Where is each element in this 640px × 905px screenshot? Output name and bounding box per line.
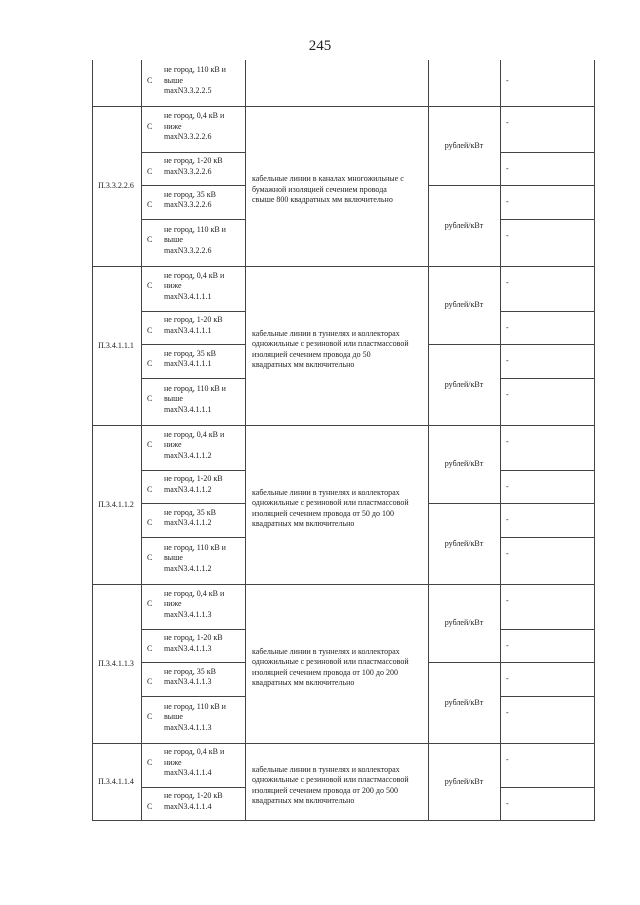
tariff-line: выше <box>164 712 183 722</box>
row-class: С <box>147 801 153 811</box>
row-code: П.3.4.1.1.3 <box>98 658 134 668</box>
row-class: С <box>147 599 153 609</box>
row-value: - <box>506 799 509 808</box>
table-rule <box>500 787 595 788</box>
tariff-line: maxN3.4.1.1.3 <box>164 609 212 619</box>
table-rule <box>500 662 595 663</box>
row-class: С <box>147 484 153 494</box>
tariff-line: не город, 110 кВ и <box>164 383 226 393</box>
row-class: С <box>147 75 153 85</box>
table-rule <box>500 537 595 538</box>
table-rule <box>428 503 501 504</box>
tariff-line: ниже <box>164 440 182 450</box>
tariff-line: maxN3.4.1.1.4 <box>164 768 212 778</box>
table-rule <box>141 470 246 471</box>
tariff-line: не город, 0,4 кВ и <box>164 111 225 121</box>
row-value: - <box>506 390 509 399</box>
row-value: - <box>506 674 509 683</box>
description-line: кабельные линии в туннелях и коллекторах <box>252 328 400 338</box>
row-class: С <box>147 440 153 450</box>
table-rule <box>92 743 595 744</box>
row-class: С <box>147 121 153 131</box>
description-line: квадратных мм включительно <box>252 519 355 528</box>
table-rule <box>428 60 429 821</box>
tariff-line: не город, 35 кВ <box>164 507 216 517</box>
table-rule <box>500 503 595 504</box>
tariff-line: не город, 0,4 кВ и <box>164 747 225 757</box>
table-rule <box>92 266 595 267</box>
unit-label: рублей/кВт <box>444 220 484 230</box>
table-rule <box>500 470 595 471</box>
table-rule <box>141 185 246 186</box>
row-class: С <box>147 325 153 335</box>
table-rule <box>500 311 595 312</box>
tariff-line: не город, 110 кВ и <box>164 701 226 711</box>
description-line: кабельные линии в туннелях и коллекторах <box>252 487 400 497</box>
tariff-line: maxN3.3.2.2.5 <box>164 86 212 96</box>
row-class: С <box>147 200 153 209</box>
row-class: С <box>147 235 153 245</box>
tariff-line: ниже <box>164 757 182 767</box>
row-value: - <box>506 482 509 491</box>
row-code: П.3.4.1.1.4 <box>98 776 134 786</box>
row-value: - <box>506 549 509 558</box>
row-code: П.3.4.1.1.1 <box>98 340 134 350</box>
tariff-line: выше <box>164 394 183 404</box>
description-line: одножильные с резиновой или пластмассовой <box>252 657 409 666</box>
tariff-line: maxN3.4.1.1.3 <box>164 677 212 686</box>
description-line: изоляцией сечением провода от 200 до 500 <box>252 785 398 795</box>
description-line: кабельные линии в каналах многожильные с <box>252 174 404 184</box>
table-rule <box>141 378 246 379</box>
row-value: - <box>506 515 509 524</box>
row-value: - <box>506 118 509 127</box>
row-value: - <box>506 231 509 240</box>
table-rule <box>500 344 595 345</box>
row-value: - <box>506 76 509 85</box>
tariff-line: maxN3.4.1.1.2 <box>164 518 212 527</box>
tariff-line: maxN3.4.1.1.2 <box>164 563 212 573</box>
unit-label: рублей/кВт <box>444 140 484 150</box>
row-value: - <box>506 323 509 332</box>
tariff-line: maxN3.4.1.1.3 <box>164 643 212 653</box>
table-rule <box>141 629 246 630</box>
unit-label: рублей/кВт <box>444 697 484 707</box>
tariff-line: не город, 110 кВ и <box>164 542 226 552</box>
tariff-line: maxN3.4.1.1.1 <box>164 325 212 335</box>
table-rule <box>141 662 246 663</box>
tariff-line: maxN3.4.1.1.4 <box>164 801 212 811</box>
row-code: П.3.3.2.2.6 <box>98 181 134 190</box>
row-class: С <box>147 518 153 527</box>
tariff-line: maxN3.3.2.2.6 <box>164 132 212 142</box>
table-rule <box>245 60 246 821</box>
table-rule <box>500 152 595 153</box>
table-rule <box>141 344 246 345</box>
table-rule <box>500 185 595 186</box>
table-rule <box>141 696 246 697</box>
table-rule <box>141 537 246 538</box>
row-value: - <box>506 755 509 764</box>
table-rule <box>428 344 501 345</box>
tariff-line: не город, 0,4 кВ и <box>164 588 225 598</box>
tariff-line: не город, 1-20 кВ <box>164 315 223 324</box>
table-rule <box>141 503 246 504</box>
table-rule <box>92 820 595 821</box>
row-code: П.3.4.1.1.2 <box>98 499 134 509</box>
unit-label: рублей/кВт <box>444 379 484 389</box>
row-value: - <box>506 356 509 365</box>
row-value: - <box>506 278 509 287</box>
row-value: - <box>506 641 509 650</box>
tariff-line: не город, 1-20 кВ <box>164 474 223 483</box>
table-rule <box>141 152 246 153</box>
tariff-line: не город, 0,4 кВ и <box>164 270 225 280</box>
description-line: бумажной изоляцией сечением провода <box>252 184 387 194</box>
tariff-line: maxN3.4.1.1.2 <box>164 450 212 460</box>
tariff-line: maxN3.3.2.2.6 <box>164 200 212 209</box>
table-rule <box>428 185 501 186</box>
unit-label: рублей/кВт <box>444 459 484 468</box>
description-line: свыше 800 квадратных мм включительно <box>252 195 393 205</box>
tariff-line: maxN3.4.1.1.1 <box>164 291 212 301</box>
description-line: кабельные линии в туннелях и коллекторах <box>252 764 400 774</box>
tariff-line: maxN3.4.1.1.3 <box>164 722 212 732</box>
tariff-line: не город, 110 кВ и <box>164 224 226 234</box>
tariff-line: выше <box>164 235 183 245</box>
table-rule <box>92 584 595 585</box>
row-value: - <box>506 437 509 446</box>
tariff-line: maxN3.4.1.1.2 <box>164 484 212 494</box>
row-class: С <box>147 394 153 404</box>
table-rule <box>92 60 93 821</box>
row-class: С <box>147 643 153 653</box>
table-rule <box>92 106 595 107</box>
description-line: одножильные с резиновой или пластмассовой <box>252 339 409 348</box>
table-rule <box>141 60 142 821</box>
tariff-line: maxN3.3.2.2.6 <box>164 166 212 176</box>
table-rule <box>500 60 501 821</box>
description-line: одножильные с резиновой или пластмассовой <box>252 775 409 784</box>
table-rule <box>141 787 246 788</box>
row-class: С <box>147 281 153 291</box>
tariff-line: maxN3.4.1.1.1 <box>164 359 212 368</box>
row-class: С <box>147 757 153 767</box>
row-value: - <box>506 596 509 605</box>
row-class: С <box>147 359 153 368</box>
tariff-line: maxN3.4.1.1.1 <box>164 404 212 414</box>
table-rule <box>92 425 595 426</box>
tariff-line: не город, 1-20 кВ <box>164 791 223 800</box>
row-class: С <box>147 553 153 563</box>
tariff-line: не город, 110 кВ и <box>164 65 226 75</box>
table-rule <box>500 219 595 220</box>
description-line: изоляцией сечением провода от 100 до 200 <box>252 667 398 677</box>
tariff-line: не город, 0,4 кВ и <box>164 429 225 439</box>
table-rule <box>428 662 501 663</box>
row-class: С <box>147 677 153 686</box>
table-rule <box>500 378 595 379</box>
table-rule <box>500 696 595 697</box>
table-rule <box>141 219 246 220</box>
tariff-line: не город, 35 кВ <box>164 666 216 676</box>
tariff-line: ниже <box>164 599 182 609</box>
row-value: - <box>506 197 509 206</box>
tariff-line: ниже <box>164 121 182 131</box>
table-rule <box>594 60 595 821</box>
unit-label: рублей/кВт <box>444 300 484 309</box>
tariff-line: maxN3.3.2.2.6 <box>164 245 212 255</box>
table-rule <box>141 311 246 312</box>
row-value: - <box>506 708 509 717</box>
tariff-line: выше <box>164 553 183 563</box>
description-line: квадратных мм включительно <box>252 796 355 805</box>
unit-label: рублей/кВт <box>444 618 484 627</box>
tariff-line: не город, 1-20 кВ <box>164 633 223 642</box>
tariff-line: не город, 35 кВ <box>164 348 216 358</box>
row-value: - <box>506 164 509 173</box>
page-number: 245 <box>308 38 332 54</box>
description-line: изоляцией сечением провода до 50 <box>252 349 371 359</box>
description-line: изоляцией сечением провода от 50 до 100 <box>252 508 394 518</box>
unit-label: рублей/кВт <box>444 538 484 548</box>
description-line: одножильные с резиновой или пластмассовой <box>252 498 409 507</box>
row-class: С <box>147 712 153 722</box>
tariff-line: ниже <box>164 281 182 291</box>
tariff-line: не город, 1-20 кВ <box>164 156 223 165</box>
description-line: квадратных мм включительно <box>252 360 355 369</box>
tariff-line: не город, 35 кВ <box>164 189 216 199</box>
description-line: кабельные линии в туннелях и коллекторах <box>252 646 400 656</box>
row-class: С <box>147 166 153 176</box>
tariff-line: выше <box>164 75 183 85</box>
unit-label: рублей/кВт <box>444 776 484 786</box>
description-line: квадратных мм включительно <box>252 678 355 687</box>
table-rule <box>500 629 595 630</box>
